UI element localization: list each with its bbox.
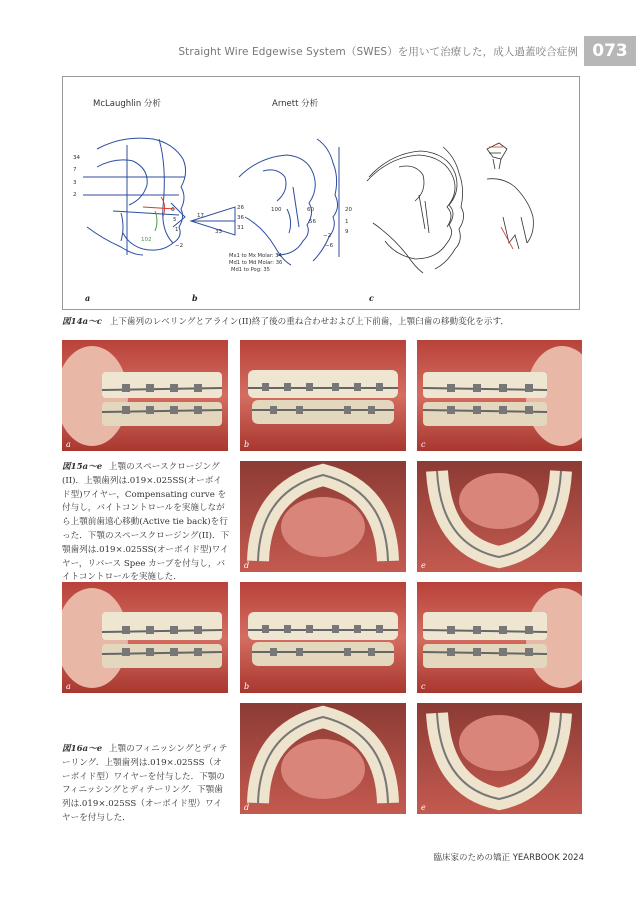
figure-16-caption — [62, 743, 230, 826]
running-header: Straight Wire Edgewise System（SWES）を用いて治療した，成人過蓋咬合症例 — [178, 46, 578, 58]
figure-14-frame — [62, 76, 580, 310]
photo-letter: d — [244, 561, 250, 570]
figure-16-caption-text: 上顎のフィニッシングとディテーリング．上顎歯列は.019×.025SS（オーボイド型）ワイヤーを付与した．下顎のフィニッシングとディテーリング．下顎歯列は.019×.025SS（オーボイド型）ワイヤーを付与した． — [62, 744, 228, 823]
value-3: 3 — [73, 180, 77, 186]
value-1: 1 — [175, 227, 179, 233]
triangle-value-31: 31 — [237, 225, 244, 231]
photo-letter: a — [66, 440, 71, 449]
figure-15-caption — [62, 461, 230, 585]
figure-16-caption-label: 図16a〜e — [62, 744, 103, 754]
figure-14-caption-label: 図14a〜c — [62, 317, 102, 327]
panel-letter-a: a — [85, 293, 91, 303]
value-6: 6 — [171, 207, 175, 213]
panel-letter-b: b — [192, 293, 198, 303]
figure-14-caption — [62, 316, 582, 330]
arnett-value-9: 9 — [345, 229, 349, 235]
molar-measurement-1: Mx1 to Mx Molar: 34 — [229, 253, 282, 259]
value-minus-2: −2 — [175, 243, 184, 249]
panel-letter-c: c — [369, 293, 374, 303]
photo-letter: b — [244, 440, 250, 449]
arnett-analysis-label: Arnett 分析 — [272, 99, 319, 109]
photo-letter: c — [421, 682, 426, 691]
arnett-value-56: 56 — [309, 219, 316, 225]
triangle-value-33: 33 — [215, 229, 222, 235]
value-2: 2 — [73, 192, 77, 198]
arnett-value-1: 1 — [345, 219, 349, 225]
fig16-photo-e — [417, 703, 582, 814]
value-7: 7 — [73, 167, 77, 173]
photo-letter: b — [244, 682, 250, 691]
value-34: 34 — [73, 155, 80, 161]
fig16-photo-c — [417, 582, 582, 693]
footer-publication: 臨床家のための矯正 YEARBOOK 2024 — [433, 853, 584, 863]
fig16-photo-b — [240, 582, 406, 693]
photo-letter: a — [66, 682, 71, 691]
arnett-value-100: 100 — [271, 207, 282, 213]
photo-letter: e — [421, 561, 426, 570]
figure-14-caption-text: 上下歯列のレベリングとアライン(II)終了後の重ね合わせおよび上下前歯，上顎臼歯の移動変化を示す． — [109, 317, 509, 327]
mclaughlin-analysis-label: McLaughlin 分析 — [93, 99, 161, 109]
arnett-value-60: 60 — [307, 207, 314, 213]
fig15-photo-d — [240, 461, 406, 572]
cephalometric-tracings — [63, 77, 581, 311]
arnett-value-20: 20 — [345, 207, 352, 213]
figure-15-caption-text: 上顎のスペースクロージング(II)．上顎歯列は.019×.025SS(オーボイド型)ワイヤー，Compensating curve を付与し，バイトコントロールを実施しながら上顎前歯遠心移動(Active tie back)を行った．下顎のスペースクロージング(II)．下顎歯列は.019×.025SS(オーボイド型)ワイヤー，リバース Spee カーブを付与し，バイトコントロールを実施した． — [62, 462, 230, 583]
fig16-photo-a — [62, 582, 228, 693]
molar-measurement-2: Md1 to Md Molar: 36 — [229, 260, 283, 266]
photo-letter: e — [421, 803, 426, 812]
photo-letter: c — [421, 440, 426, 449]
page-number-badge: 073 — [584, 36, 636, 66]
fig15-photo-b — [240, 340, 406, 451]
value-102: 102 — [141, 237, 152, 243]
molar-measurement-3: Md1 to Pog: 35 — [231, 267, 270, 273]
value-5: 5 — [173, 217, 177, 223]
triangle-value-26: 26 — [237, 205, 244, 211]
fig16-photo-d — [240, 703, 406, 814]
photo-letter: d — [244, 803, 250, 812]
arnett-value-minus-2: −2 — [323, 233, 332, 239]
arnett-value-minus-6: −6 — [325, 243, 334, 249]
fig15-photo-e — [417, 461, 582, 572]
triangle-value-17: 17 — [197, 213, 204, 219]
figure-15-caption-label: 図15a〜e — [62, 462, 103, 472]
triangle-value-36: 36 — [237, 215, 244, 221]
fig15-photo-c — [417, 340, 582, 451]
fig15-photo-a — [62, 340, 228, 451]
